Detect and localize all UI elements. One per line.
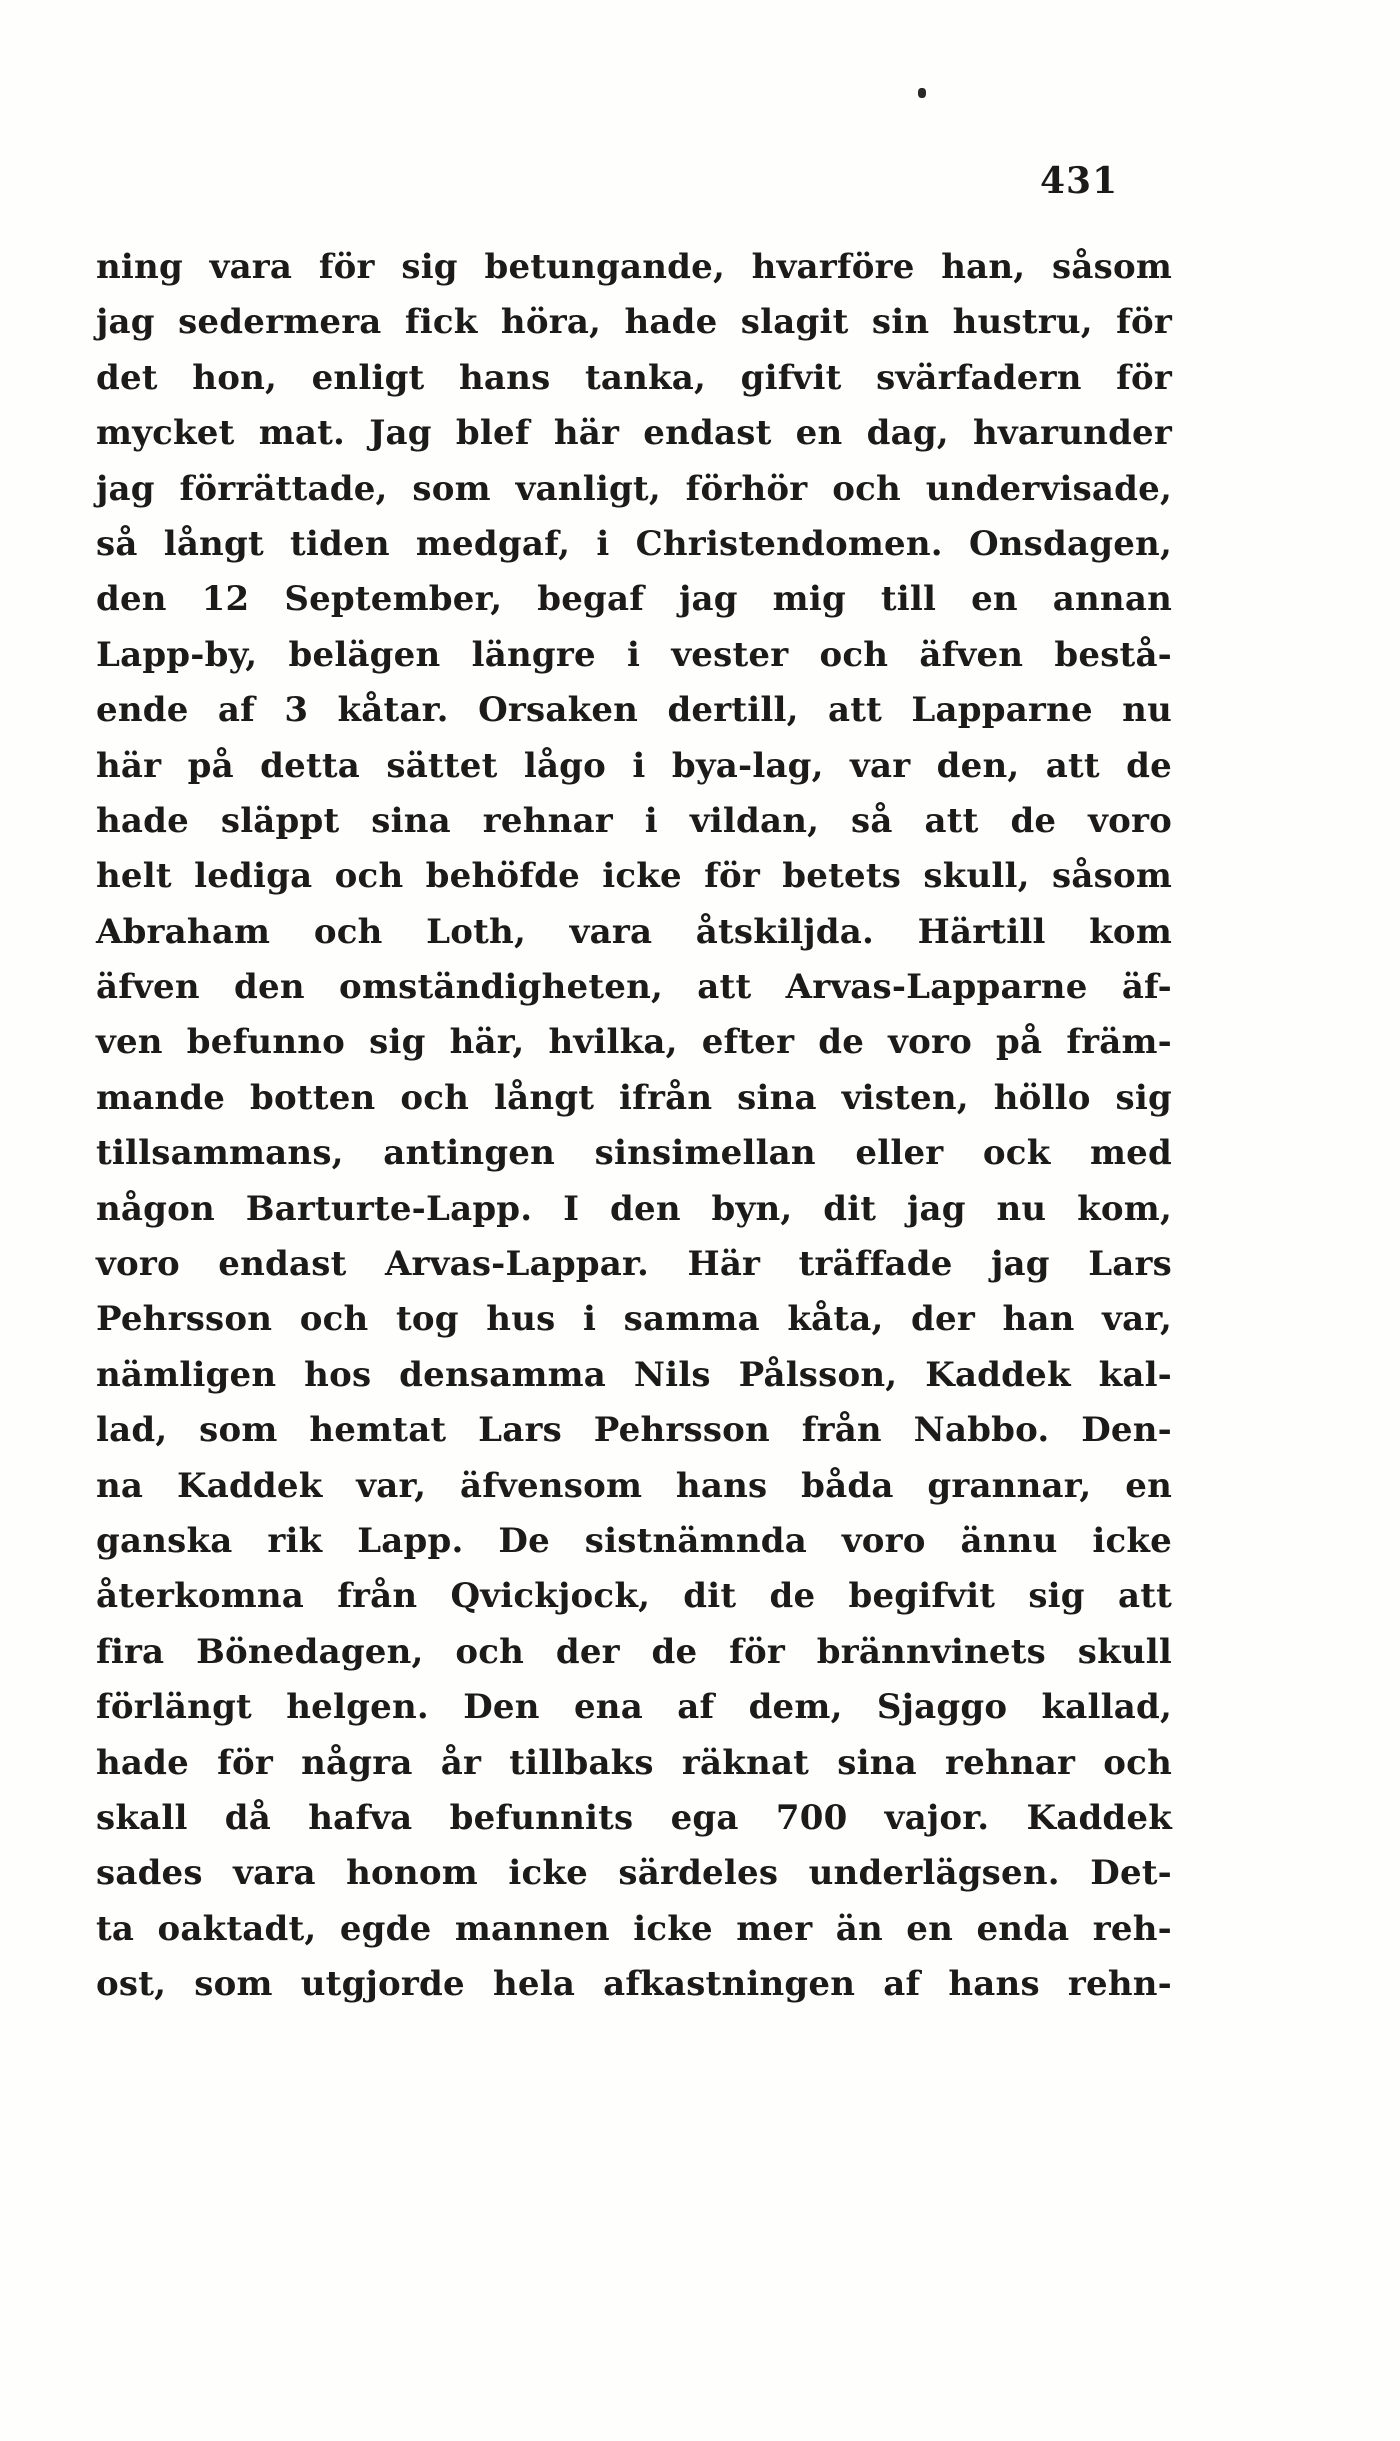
text-line: den 12 September, begaf jag mig till en annan (96, 579, 1172, 620)
text-line: lad, som hemtat Lars Pehrsson från Nabbo. Den- (96, 1410, 1172, 1451)
text-line: ganska rik Lapp. De sistnämnda voro ännu icke (96, 1520, 1172, 1561)
text-line: äfven den omständigheten, att Arvas-Lapparne äf- (96, 967, 1172, 1008)
text-line: helt lediga och behöfde icke för betets skull, såsom (96, 856, 1172, 897)
text-line: nämligen hos densamma Nils Pålsson, Kaddek kal- (96, 1354, 1172, 1395)
text-line: mande botten och långt ifrån sina visten, höllo sig (96, 1077, 1172, 1118)
text-line: mycket mat. Jag blef här endast en dag, hvarunder (96, 413, 1172, 454)
body-text (96, 240, 1172, 2013)
text-line: förlängt helgen. Den ena af dem, Sjaggo kallad, (96, 1687, 1172, 1728)
text-line: skall då hafva befunnits ega 700 vajor. Kaddek (96, 1797, 1172, 1838)
text-line: Abraham och Loth, vara åtskiljda. Härtill kom (96, 911, 1172, 952)
text-line: jag sedermera fick höra, hade slagit sin hustru, för (96, 302, 1172, 343)
text-line: hade för några år tillbaks räknat sina rehnar och (96, 1742, 1172, 1783)
text-line: Pehrsson och tog hus i samma kåta, der han var, (96, 1299, 1172, 1340)
text-line: na Kaddek var, äfvensom hans båda grannar, en (96, 1465, 1172, 1506)
text-line: jag förrättade, som vanligt, förhör och undervisade, (96, 468, 1172, 509)
text-line: ta oaktadt, egde mannen icke mer än en enda reh- (96, 1908, 1172, 1949)
text-line: hade släppt sina rehnar i vildan, så att de voro (96, 800, 1172, 841)
text-line: ost, som utgjorde hela afkastningen af hans rehn- (96, 1964, 1172, 2005)
page-number: 431 (1040, 160, 1119, 202)
text-line: ven befunno sig här, hvilka, efter de voro på främ- (96, 1022, 1172, 1063)
text-line: här på detta sättet lågo i bya-lag, var den, att de (96, 745, 1172, 786)
text-line: fira Bönedagen, och der de för brännvinets skull (96, 1631, 1172, 1672)
text-line: Lapp-by, belägen längre i vester och äfven bestå- (96, 634, 1172, 675)
text-line: ende af 3 kåtar. Orsaken dertill, att Lapparne nu (96, 690, 1172, 731)
text-line: sades vara honom icke särdeles underlägsen. Det- (96, 1853, 1172, 1894)
text-line: voro endast Arvas-Lappar. Här träffade jag Lars (96, 1244, 1172, 1285)
text-line: så långt tiden medgaf, i Christendomen. Onsdagen, (96, 523, 1172, 564)
text-line: någon Barturte-Lapp. I den byn, dit jag nu kom, (96, 1188, 1172, 1229)
text-line: återkomna från Qvickjock, dit de begifvit sig att (96, 1576, 1172, 1617)
text-line: ning vara för sig betungande, hvarföre han, såsom (96, 247, 1172, 287)
ink-speck (918, 88, 926, 98)
text-line: tillsammans, antingen sinsimellan eller ock med (96, 1133, 1172, 1174)
text-line: det hon, enligt hans tanka, gifvit svärfadern för (96, 357, 1172, 398)
